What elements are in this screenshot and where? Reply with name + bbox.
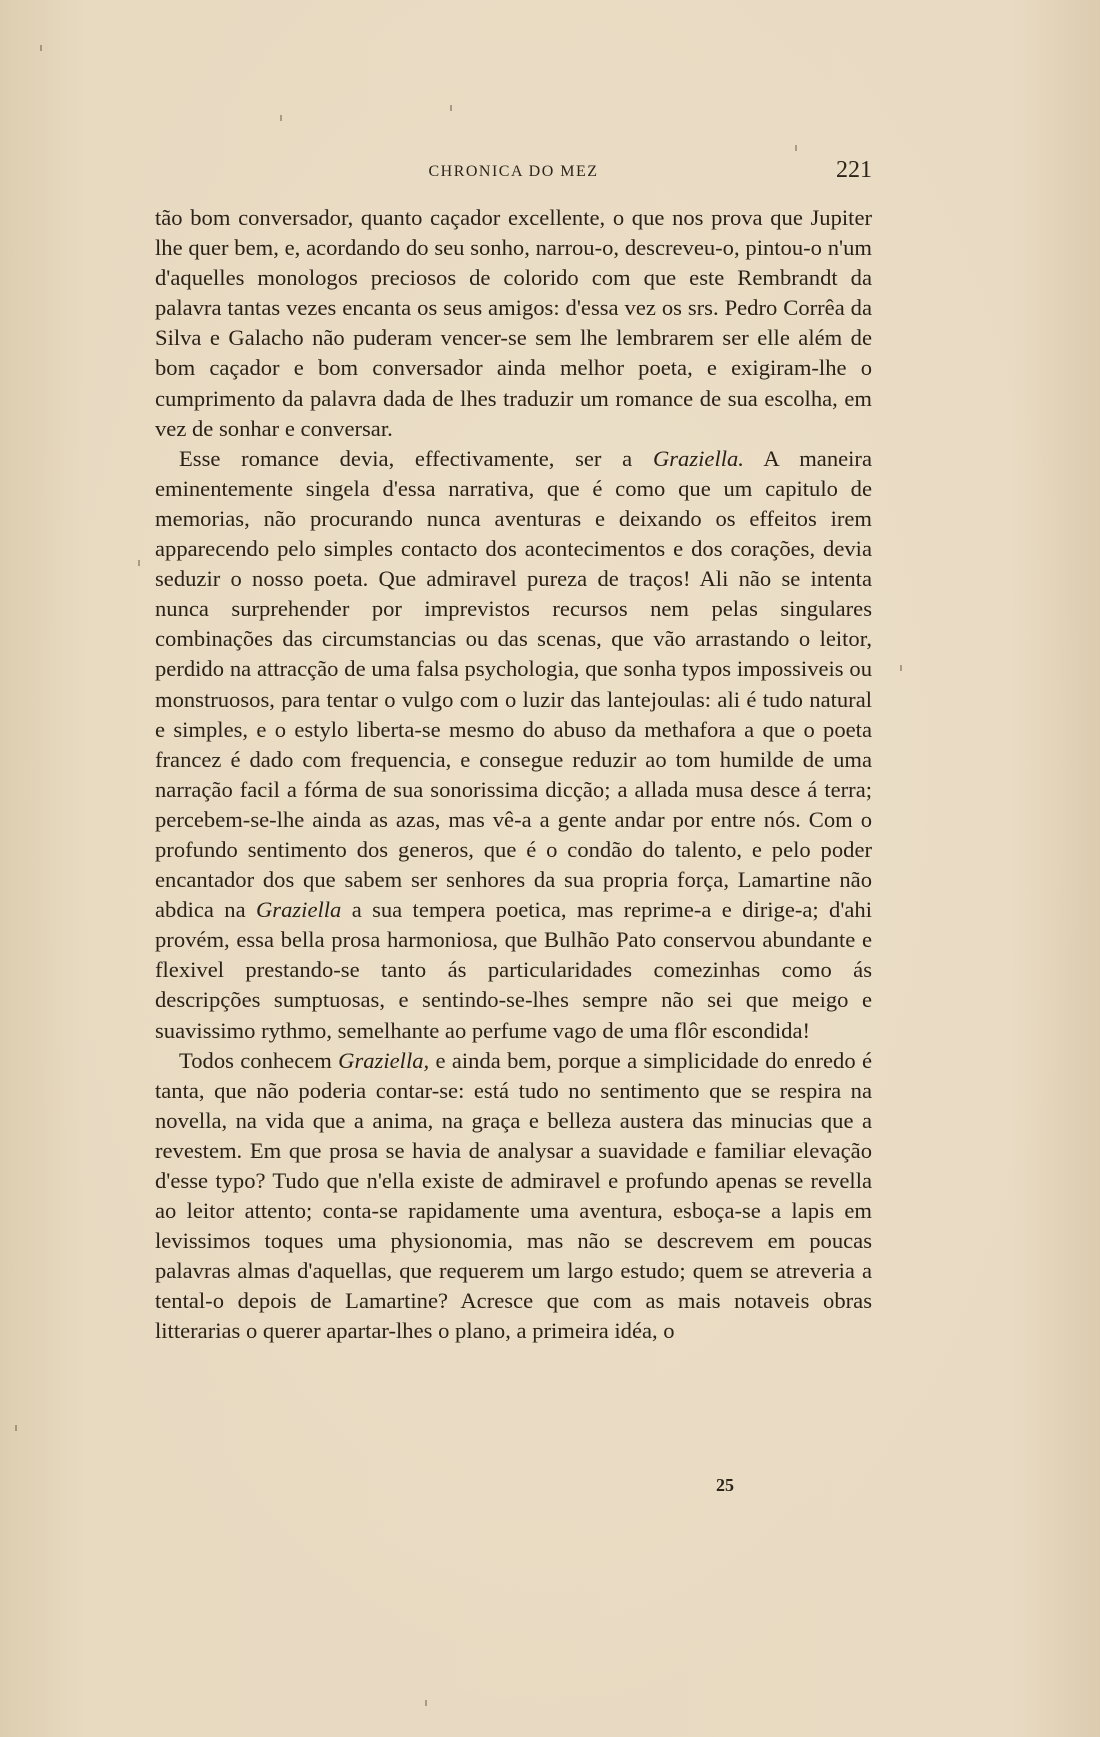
paper-speck: [425, 1700, 427, 1706]
text-run: Esse romance devia, effectivamente, ser a: [179, 445, 653, 471]
paper-speck: [40, 45, 42, 51]
paper-speck: [900, 665, 902, 671]
book-title: Graziella,: [338, 1047, 430, 1073]
paragraph-continued: tão bom conversador, quanto caçador excellente, o que nos prova que Jupiter lhe quer bem, e, acordando do seu sonho, narrou-o, descreveu-o, pintou-o n'um d'aquelles monologos preciosos de colorido com que este Rembrandt da palavra tantas vezes encanta os seus amigos: d'essa vez os srs. Pedro Corrêa da Silva e Galacho não puderam vencer-se sem lhe lembrarem ser elle além de bom caçador e bom conversador ainda melhor poeta, e exigiram-lhe o cumprimento da palavra dada de lhes traduzir um romance de sua escolha, em vez de sonhar e conversar.: [155, 205, 872, 441]
page-header: [155, 157, 872, 187]
paper-speck: [795, 145, 797, 151]
text-run: Todos conhecem: [179, 1047, 339, 1073]
paragraph: [155, 444, 872, 1046]
signature-mark: 25: [716, 1475, 734, 1495]
paper-speck: [15, 1425, 17, 1431]
page-number: 221: [836, 157, 872, 183]
book-title: Graziella.: [652, 445, 744, 471]
body-text: [155, 203, 872, 1347]
text-run: a sua tempera poetica, mas reprime-a e dirige-a; d'ahi provém, essa bella prosa harmoniosa, que Bulhão Pato conservou abundante e flexivel prestando-se tanto ás particularidades comezinhas como ás descripções sumptuosas, e sentindo-se-lhes sempre não sei que meigo e suavissimo rythmo, semelhante ao perfume vago de uma flôr escondida!: [155, 897, 872, 1043]
paragraph: [155, 1046, 872, 1347]
text-run: e ainda bem, porque a simplicidade do enredo é tanta, que não poderia contar-se: está tudo no sentimento que se respira na novella, na vida que a anima, na graça e belleza austera das minucias que a revestem. Em que prosa se havia de analysar a suavidade e familiar elevação d'esse typo? Tudo que n'ella existe de admiravel e profundo apenas se revella ao leitor attento; conta-se rapidamente uma aventura, esboça-se a lapis em levissimos toques uma physionomia, mas não se descrevem em poucas palavras almas d'aquellas, que requerem um largo estudo; quem se atreveria a tental-o depois de Lamartine? Acresce que com as mais notaveis obras litterarias o querer apartar-lhes o plano, a primeira idéa, o: [155, 1047, 872, 1344]
text-run: A maneira eminentemente singela d'essa narrativa, que é como que um capitulo de memorias, não procurando nunca aventuras e deixando os effeitos irem apparecendo pelo simples contacto dos acontecimentos e dos corações, devia seduzir o nosso poeta. Que admiravel pureza de traços! Ali não se intenta nunca surprehender por imprevistos recursos nem pelas singulares combinações das circumstancias ou das scenas, que vão arrastando o leitor, perdido na attracção de uma falsa psychologia, que sonha typos impossiveis ou monstruosos, para tentar o vulgo com o luzir das lantejoulas: ali é tudo natural e simples, e o estylo liberta-se mesmo do abuso da methafora a que o poeta francez é dado com frequencia, e consegue reduzir ao tom humilde de uma narração facil a fórma de sua sonorissima dicção; a allada musa desce á terra; percebem-se-lhe ainda as azas, mas vê-a a gente andar por entre nós. Com o profundo sentimento dos generos, que é o condão do talento, e pelo poder encantador dos que sabem ser senhores da sua propria força, Lamartine não abdica na: [155, 445, 872, 923]
paper-speck: [280, 115, 282, 121]
paper-speck: [450, 105, 452, 111]
paper-speck: [138, 560, 140, 566]
book-title: Graziella: [255, 897, 342, 923]
running-title: CHRONICA DO MEZ: [428, 163, 599, 180]
